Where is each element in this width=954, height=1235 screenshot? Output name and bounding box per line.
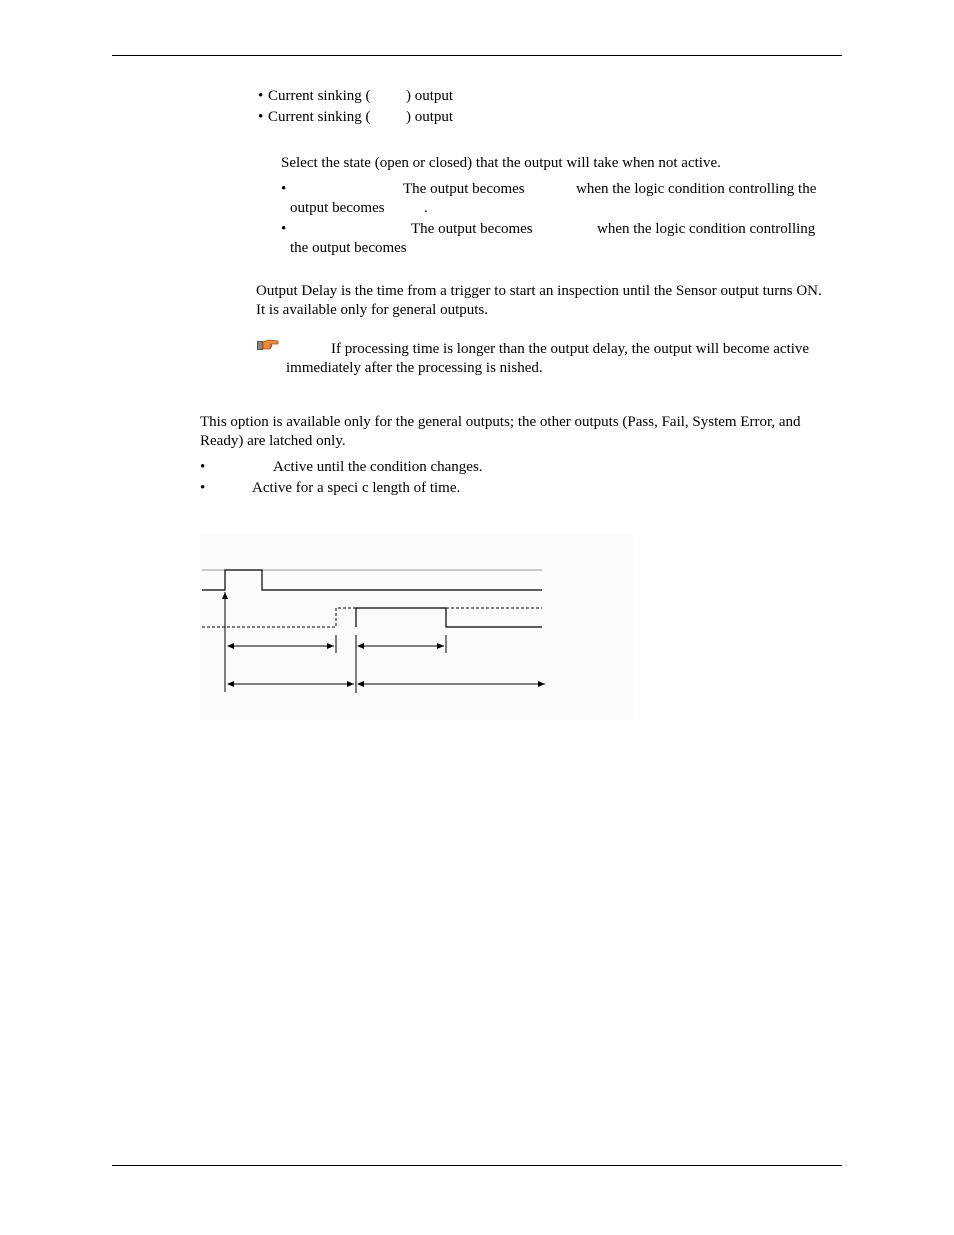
note-text: immediately after the processing is nished.	[286, 360, 543, 376]
latching-item-text: Active until the condition changes.	[273, 459, 483, 475]
latching-text: Ready) are latched only.	[200, 433, 346, 449]
header-rule	[112, 55, 842, 56]
latching-bullet: •	[200, 480, 206, 496]
output-type-bullet: •	[258, 88, 264, 104]
latching-item-text: Active for a speci c length of time.	[252, 480, 461, 496]
output-state-bullet: •	[281, 181, 287, 197]
output-delay-text: It is available only for general outputs.	[256, 302, 489, 318]
output-type-text: Current sinking (	[268, 88, 371, 104]
output-type-text: Current sinking (	[268, 109, 371, 125]
output-state-text: when the logic condition controlling	[597, 221, 816, 237]
output-state-bullet: •	[281, 221, 287, 237]
latching-bullet: •	[200, 459, 206, 475]
output-state-text: The output becomes	[403, 181, 525, 197]
note-text: If processing time is longer than the output delay, the output will become active	[331, 341, 810, 357]
output-state-intro: Select the state (open or closed) that the output will take when not active.	[281, 155, 721, 171]
output-delay-text: Output Delay is the time from a trigger to start an inspection until the Sensor output turns ON.	[256, 283, 822, 299]
output-signal	[356, 608, 542, 627]
footer-rule	[112, 1165, 842, 1166]
trigger-signal	[202, 570, 542, 590]
latching-text: This option is available only for the general outputs; the other outputs (Pass, Fail, System Error, and	[200, 414, 801, 430]
timing-diagram-graphic	[200, 535, 634, 720]
output-state-text: the output becomes	[290, 240, 407, 256]
output-type-bullet: •	[258, 109, 264, 125]
output-state-text: The output becomes	[411, 221, 533, 237]
output-type-text-end: ) output	[406, 88, 454, 104]
output-type-text-end: ) output	[406, 109, 454, 125]
output-state-text: output becomes	[290, 200, 385, 216]
timing-diagram	[200, 535, 634, 720]
pointing-hand-icon	[256, 337, 280, 353]
output-state-text: .	[424, 200, 428, 216]
output-state-text: when the logic condition controlling the	[576, 181, 817, 197]
